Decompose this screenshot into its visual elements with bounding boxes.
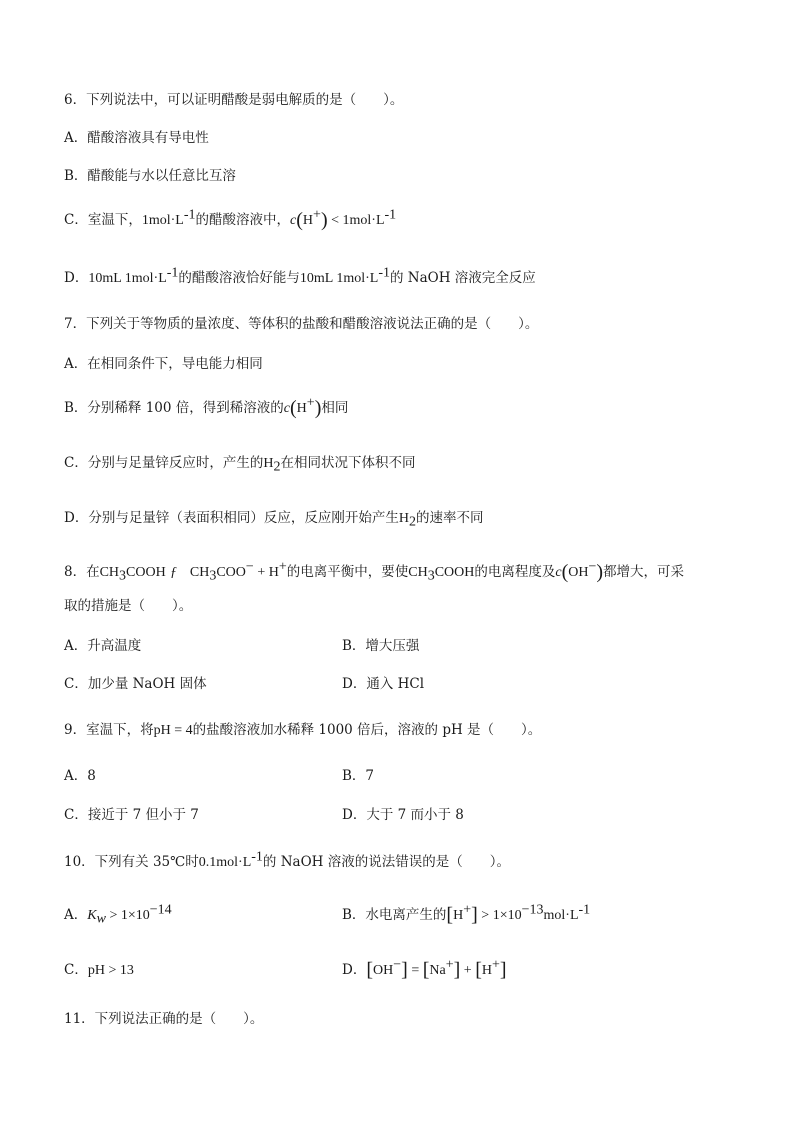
bracket-close: ] [453,959,461,981]
math: H [302,213,314,228]
bracket-close: ] [401,959,408,981]
math-sup: + [278,559,287,575]
math-sub: w [96,911,106,927]
question-8-stem-line2: 取的措施是（ ）。 [64,598,193,614]
math: c [283,401,290,416]
math: H [453,908,464,923]
text: C． [64,962,88,978]
math-sup: − [393,957,402,973]
question-6-option-b: B．醋酸能与水以任意比互溶 [64,168,236,184]
math-sub: 3 [119,568,127,584]
math-sup: -1 [378,265,391,281]
text: 相同 [321,400,349,416]
question-8-option-c: C．加少量 NaOH 固体 [64,676,207,692]
math-sup: -1 [183,207,196,223]
question-7-option-c [64,453,415,474]
math-sup: − [588,559,597,575]
math: CH [408,565,428,580]
math: H [481,963,492,978]
question-8-option-b: B．增大压强 [342,638,420,654]
math: H [263,456,274,471]
bracket-close: ] [499,959,507,981]
math: K [87,908,97,923]
question-7-stem: 7．下列关于等物质的量浓度、等体积的盐酸和醋酸溶液说法正确的是（ ）。 [64,316,539,332]
math: CH [189,565,210,580]
question-6-option-d [64,265,536,289]
bracket-open: [ [446,904,454,926]
math-sup: + [463,902,472,918]
math-sup: + [445,957,454,973]
math: OH [568,565,589,580]
math-sub: 3 [209,568,217,584]
math-sub: 2 [408,514,416,530]
math: < 1mol·L [327,213,385,228]
math: mol·L [543,908,579,923]
text: D．分别与足量锌（表面积相同）反应，反应刚开始产生 [64,510,399,526]
question-10-option-d [342,957,507,981]
paren-open: ( [290,397,297,419]
math: > 1×10 [477,908,522,923]
text: C．室温下， [64,212,142,228]
text: B．水电离产生的 [342,907,447,923]
text: 8．在 [64,564,100,580]
bracket-close: ] [471,904,478,926]
math-sup: -1 [384,207,397,223]
math-sup: -1 [578,902,591,918]
math: H [398,511,409,526]
text: 9．室温下，将 [64,722,154,738]
math: COO [216,565,246,580]
math: COOH [434,565,475,580]
paren-open: ( [561,561,569,583]
question-6-option-c [64,207,397,231]
text: A． [64,907,88,923]
question-8-option-d: D．通入 HCl [342,676,425,692]
math: OH [373,963,394,978]
text: 的醋酸溶液中， [195,212,291,228]
math-sup: + [313,207,321,223]
text: 的盐酸溶液加水稀释 1000 倍后，溶液的 pH 是（ ）。 [192,722,542,738]
text: 的速率不同 [415,510,484,526]
math: > 1×10 [105,908,150,923]
text: 10．下列有关 35℃时 [64,854,199,870]
bracket-open: [ [475,959,482,981]
question-7-option-a: A．在相同条件下，导电能力相同 [64,356,263,372]
question-9-stem [64,720,541,741]
math: 10mL 1mol·L [88,271,167,286]
text: 的 NaOH 溶液的说法错误的是（ ）。 [262,854,510,870]
math-sup: + [306,395,315,411]
question-10-option-b [342,902,591,926]
math: pH > 13 [87,963,134,978]
text: 在相同状况下体积不同 [280,455,416,471]
question-8-stem [64,559,685,584]
text: 的电离程度及 [474,564,556,580]
paren-close: ) [320,209,328,231]
question-10-option-a [64,902,172,927]
question-6-option-a: A．醋酸溶液具有导电性 [64,130,209,146]
question-6-stem: 6．下列说法中，可以证明醋酸是弱电解质的是（ ）。 [64,92,404,108]
math: H [296,401,307,416]
text: D． [64,270,89,286]
bracket-open: [ [422,959,430,981]
math: c [555,565,562,580]
equilibrium-symbol: ƒ [170,565,178,580]
math: c [290,213,297,228]
text: 的 NaOH 溶液完全反应 [390,270,536,286]
math-sup: + [492,957,500,973]
math: + [460,963,476,978]
question-10-stem [64,849,510,873]
bracket-open: [ [366,959,373,981]
question-11-stem: 11．下列说法正确的是（ ）。 [64,1011,264,1027]
question-8-option-a: A．升高温度 [64,638,142,654]
text: 的醋酸溶液恰好能与 [178,270,300,286]
math-sup: −13 [521,902,544,918]
question-9-option-d: D．大于 7 而小于 8 [342,807,464,823]
math-sup: − [245,559,254,575]
question-10-option-c [64,960,134,981]
paren-close: ) [596,561,604,583]
text: B．分别稀释 100 倍，得到稀溶液的 [64,400,284,416]
question-7-option-b [64,395,349,419]
question-7-option-d [64,508,483,529]
math-sub: 3 [427,568,435,584]
question-9-option-b: B．7 [342,768,375,784]
question-9-option-c: C．接近于 7 但小于 7 [64,807,199,823]
math: 0.1mol·L [198,855,252,870]
text: D． [342,962,367,978]
math-sup: -1 [251,849,263,865]
question-9-option-a: A．8 [64,768,96,784]
math: Na [429,963,446,978]
math: = [407,963,423,978]
text: C．分别与足量锌反应时，产生的 [64,455,264,471]
math: + H [253,565,279,580]
text: 的电离平衡中，要使 [286,564,409,580]
paren-open: ( [296,209,303,231]
math-sub: 2 [273,459,281,475]
math: 10mL 1mol·L [299,271,379,286]
text: 都增大，可采 [603,564,685,580]
paren-close: ) [314,397,322,419]
math: CH [99,565,120,580]
math: 1mol·L [141,213,184,228]
math-sup: −14 [149,902,172,918]
math-sup: -1 [166,265,179,281]
math: COOH [126,565,166,580]
math: pH = 4 [153,723,193,738]
